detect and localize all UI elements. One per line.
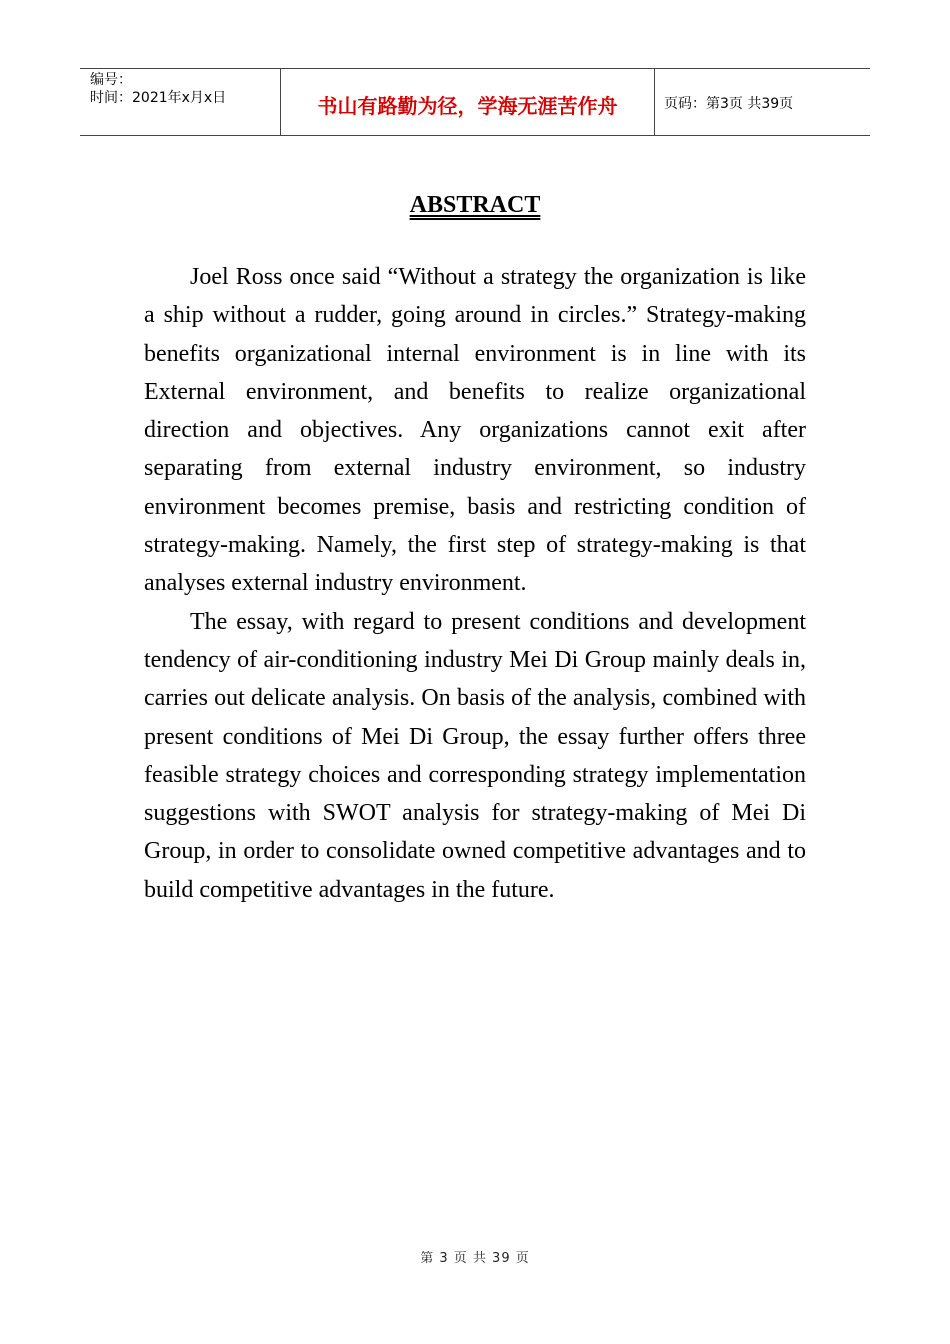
page-header: [80, 68, 870, 136]
number-label: 编号：: [90, 72, 132, 88]
footer-page-number: 第 3 页 共 39 页: [420, 1251, 530, 1266]
page-footer: [0, 1247, 950, 1266]
header-meta-cell: [80, 69, 281, 135]
paragraph: The essay, with regard to present conditions and development tendency of air-conditioning industry Mei Di Group mainly deals in, carries out delicate analysis. On basis of the analysis, combined with present conditions of Mei Di Group, the essay further offers three feasible strategy choices and corresponding strategy implementation suggestions with SWOT analysis for strategy-making of Mei Di Group, in order to consolidate owned competitive advantages and to build competitive advantages in the future.: [144, 608, 806, 903]
header-page-cell: [655, 69, 870, 135]
time-label: 时间：2021年x月x日: [90, 90, 227, 106]
page-title: [0, 192, 950, 219]
motto-text: 书山有路勤为径，学海无涯苦作舟: [317, 93, 618, 118]
header-motto-cell: [281, 69, 655, 135]
title-text: ABSTRACT: [409, 192, 541, 218]
page-info: 页码：第3页 共39页: [664, 96, 794, 112]
paragraph: Joel Ross once said “Without a strategy the organization is like a ship without a rudder, going around in circles.” Strategy-making benefits organizational internal environment is in line with its External environment, and benefits to realize organizational direction and objectives. Any organizations cannot exit after separating from external industry environment, so industry environment becomes premise, basis and restricting condition of strategy-making. Namely, the first step of strategy-making is that analyses external industry environment.: [144, 264, 806, 597]
abstract-body: [144, 258, 806, 909]
